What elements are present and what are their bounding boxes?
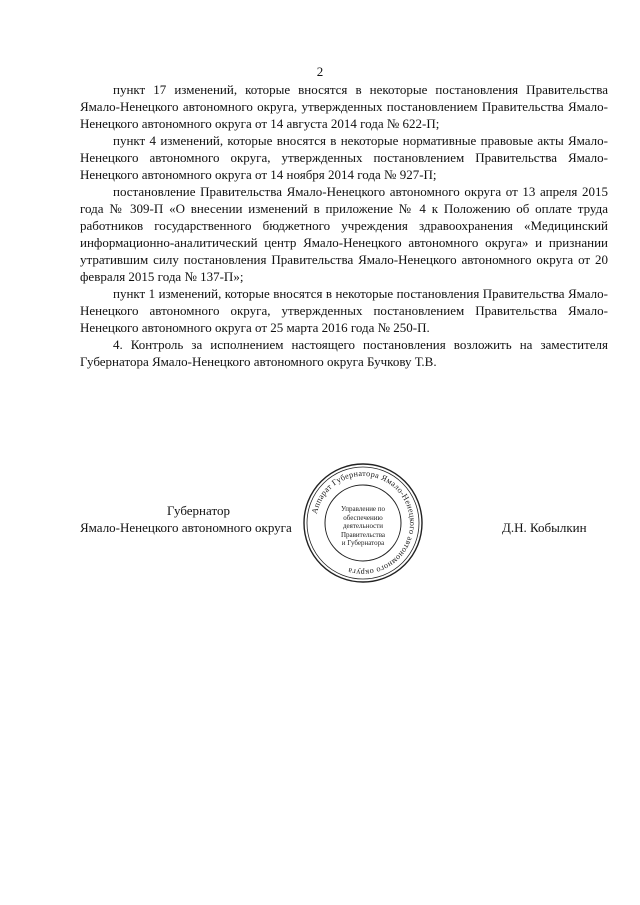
signatory-title: Губернатор — [167, 503, 230, 518]
stamp-line: обеспечению — [343, 513, 383, 522]
paragraph: пункт 1 изменений, которые вносятся в некоторые постановления Правительства Ямало-Ненецкого автономного округа, утвержденных постановлением Правительства Ямало-Ненецкого автономного округа от 25 марта 2016 года № 250-П. — [80, 286, 608, 335]
stamp-center-text — [328, 505, 398, 548]
paragraph: пункт 17 изменений, которые вносятся в некоторые постановления Правительства Ямало-Ненецкого автономного округа, утвержденных постановлением Правительства Ямало-Ненецкого автономного округа от 14 августа 2014 года № 622-П; — [80, 82, 608, 131]
stamp-line: и Губернатора — [341, 539, 385, 547]
paragraph: 4. Контроль за исполнением настоящего постановления возложить на заместителя Губернатора Ямало-Ненецкого автономного округа Бучкову Т.В. — [80, 337, 608, 369]
stamp-line: Управление по — [340, 505, 386, 513]
paragraph: пункт 4 изменений, которые вносятся в некоторые нормативные правовые акты Ямало-Ненецкого автономного округа, утвержденных постановлением Правительства Ямало-Ненецкого автономного округа от 14 ноября 2014 года № 927-П; — [80, 133, 608, 182]
official-stamp — [301, 461, 425, 585]
stamp-ring-text: Аппарат Губернатора Ямало-Ненецкого автономного округа — [309, 468, 418, 578]
stamp-line: Правительства — [340, 530, 386, 539]
signatory-name: Д.Н. Кобылкин — [502, 520, 587, 535]
stamp-line: деятельности — [342, 522, 384, 530]
document-body — [80, 81, 608, 370]
paragraph: постановление Правительства Ямало-Ненецкого автономного округа от 13 апреля 2015 года № 309-П «О внесении изменений в приложение № 4 к Положению об оплате труда работников государственного бюджетного учреждения здравоохранения «Медицинский информационно-аналитический центр Ямало-Ненецкого автономного округа» и признании утратившим силу постановления Правительства Ямало-Ненецкого автономного округа от 20 февраля 2015 года № 137-П»; — [80, 184, 608, 284]
page-number: 2 — [316, 64, 324, 79]
signatory-region: Ямало-Ненецкого автономного округа — [80, 520, 292, 535]
